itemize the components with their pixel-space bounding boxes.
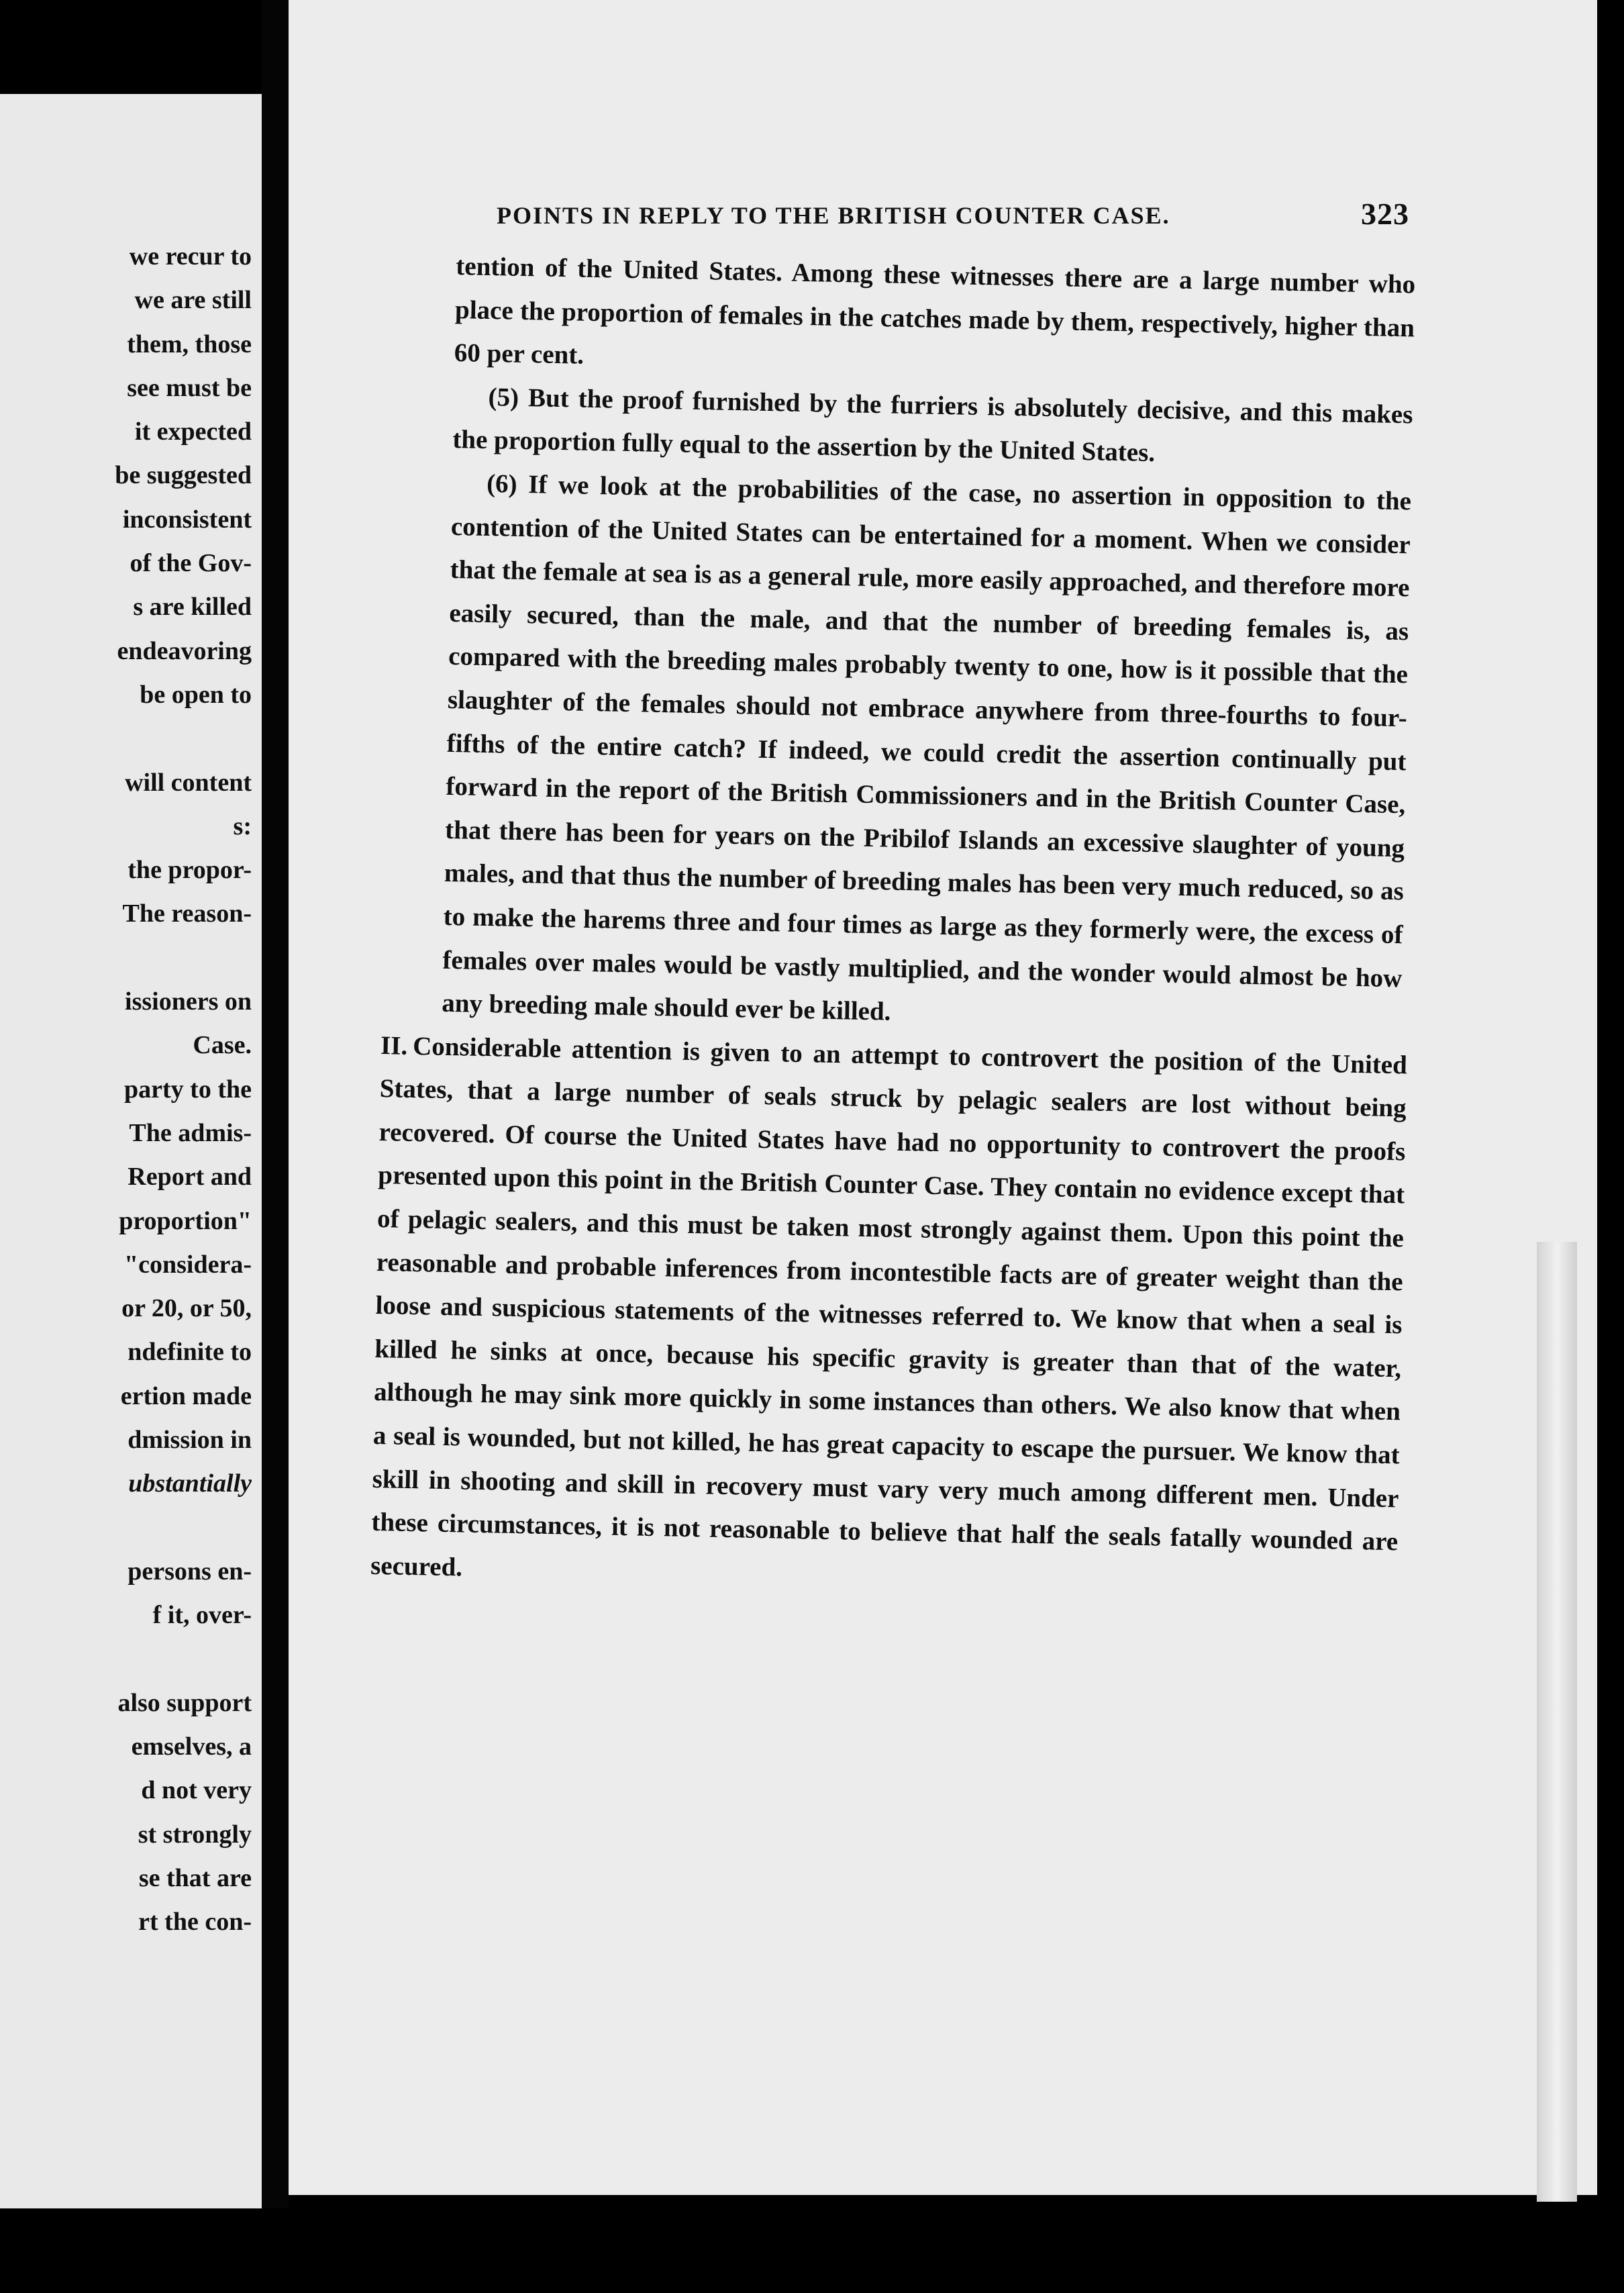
left-line: we recur to bbox=[129, 242, 252, 271]
paragraph: tention of the United States. Among these witnesses there are a large number who place the proportion of females in the catches made by them, respectively, higher than 60 per cent. bbox=[454, 251, 1416, 370]
left-line bbox=[0, 1506, 252, 1550]
left-line: The reason- bbox=[122, 899, 252, 928]
left-line: Report and bbox=[128, 1163, 252, 1191]
left-line: endeavoring bbox=[117, 636, 252, 665]
left-line: the propor- bbox=[128, 856, 252, 885]
left-line: se that are bbox=[138, 1863, 252, 1892]
left-line: be suggested bbox=[115, 461, 252, 490]
paragraph: (6) If we look at the probabilities of the case, no assertion in opposition to the contention of the United States can be entertained for a moment. When we consider that the female at sea is as a general rule, more easily approached, and therefore more easily secured, than the male, and that the number of breeding females is, as compared with the breeding males probably twenty to one, how is it possible that the slaughter of the females should not embrace anywhere from three-fourths to four-fifths of the entire catch? If indeed, we could credit the assertion continually put forward in the report of the British Commissioners and in the British Counter Case, that there has been for years on the Pribilof Islands an excessive slaughter of young males, and that thus the number of breeding males has been very much reduced, so as to make the harems three and four times as large as they formerly were, the excess of females over males would be vastly multiplied, and the wonder would almost be how any breeding male should ever be killed. bbox=[441, 469, 1412, 1026]
running-title: POINTS IN REPLY TO THE BRITISH COUNTER CASE. bbox=[497, 202, 1170, 229]
left-line: The admis- bbox=[129, 1118, 252, 1147]
left-line: ertion made bbox=[120, 1381, 252, 1410]
page-number: 323 bbox=[1361, 197, 1409, 231]
page-header bbox=[497, 197, 1409, 231]
left-line: of the Gov- bbox=[130, 549, 252, 578]
left-line: Case. bbox=[193, 1031, 252, 1060]
left-line: d not very bbox=[141, 1776, 252, 1805]
left-line: ndefinite to bbox=[128, 1338, 252, 1367]
left-line: inconsistent bbox=[122, 505, 252, 534]
page-body bbox=[370, 245, 1416, 1607]
left-line: emselves, a bbox=[131, 1733, 252, 1761]
left-line: them, those bbox=[127, 330, 252, 358]
left-line: f it, over- bbox=[152, 1601, 252, 1630]
left-line: be open to bbox=[140, 680, 252, 709]
page-edge bbox=[1537, 1242, 1577, 2202]
section-number: II. bbox=[380, 1030, 408, 1061]
left-line: proportion" bbox=[119, 1206, 252, 1235]
left-line: st strongly bbox=[138, 1820, 252, 1849]
left-line: "considera- bbox=[124, 1250, 252, 1279]
left-line: it expected bbox=[134, 418, 252, 446]
left-line: dmission in bbox=[128, 1426, 252, 1455]
left-line: or 20, or 50, bbox=[121, 1294, 252, 1323]
section-text: Considerable attention is given to an attempt to controvert the position of the United States, that a large number of seals struck by pelagic sealers are lost without being recovered. Of course the United States have had no opportunity to controvert the proofs presented upon this point in the British Counter Case. They contain no evidence except that of pelagic sealers, and this must be taken most strongly against them. Upon this point the reasonable and probable inferences from incontestible facts are of greater weight than the loose and suspicious statements of the witnesses referred to. We know that when a seal is killed he sinks at once, because his specific gravity is greater than that of the water, although he may sink more quickly in some instances than others. We also know that when a seal is wounded, but not killed, he has great capacity to escape the pursuer. We know that skill in shooting and skill in recovery must vary very much among different men. Under these circumstances, it is not reasonable to believe that half the seals fatally wounded are secured. bbox=[370, 1031, 1408, 1582]
bottom-shadow bbox=[0, 2208, 1624, 2293]
left-line: rt the con- bbox=[138, 1908, 252, 1937]
left-line: s: bbox=[233, 812, 252, 840]
book-gutter bbox=[262, 0, 289, 2293]
paragraph: (5) But the proof furnished by the furriers is absolutely decisive, and this makes the proportion fully equal to the assertion by the United States. bbox=[452, 382, 1413, 468]
left-line bbox=[0, 717, 252, 761]
left-line: s are killed bbox=[133, 593, 252, 622]
left-line: persons en- bbox=[128, 1557, 252, 1585]
left-line: issioners on bbox=[125, 987, 252, 1016]
section-paragraph bbox=[370, 1024, 1408, 1608]
left-line: also support bbox=[117, 1688, 252, 1717]
left-page-text bbox=[0, 235, 252, 1945]
left-line bbox=[0, 936, 252, 980]
left-line bbox=[0, 1638, 252, 1681]
left-line: we are still bbox=[134, 286, 252, 315]
left-line: ubstantially bbox=[128, 1469, 252, 1498]
left-line: will content bbox=[125, 768, 252, 797]
left-line: party to the bbox=[124, 1075, 252, 1104]
left-line: see must be bbox=[127, 373, 252, 402]
